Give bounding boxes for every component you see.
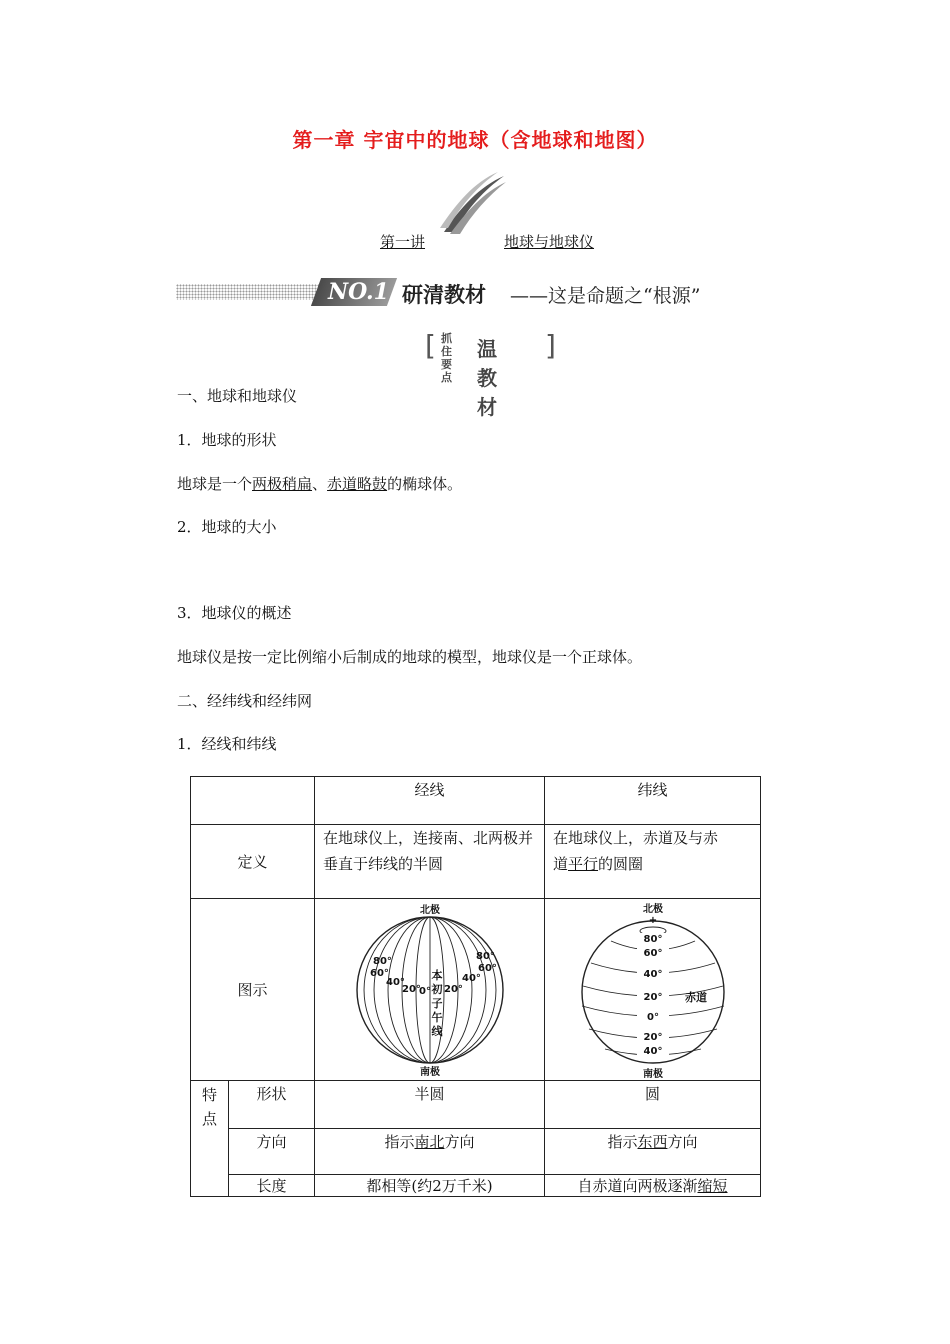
chapter-title: 第一章 宇宙中的地球（含地球和地图） xyxy=(292,128,658,152)
lat-label-40s: 40° xyxy=(643,1045,662,1057)
direction-parallel: 指示东西方向 xyxy=(545,1129,761,1175)
shape-parallel: 圆 xyxy=(545,1081,761,1129)
banner-sub-text: ——这是命题之“根源” xyxy=(510,285,701,307)
prime-meridian-char-1: 本 xyxy=(431,968,442,982)
s1-item2-heading: 2．地球的大小 xyxy=(177,518,277,536)
south-pole-label: 南极 xyxy=(419,1066,440,1078)
feature-direction-label: 方向 xyxy=(229,1129,315,1175)
table-row-direction xyxy=(191,1129,761,1175)
left-bracket-icon: [ xyxy=(425,329,436,362)
meridian-parallel-table xyxy=(190,776,761,1197)
table-corner-cell xyxy=(191,777,315,825)
parallel-diagram-cell xyxy=(545,899,761,1081)
section-banner xyxy=(176,278,776,308)
badge-big-text: 温教材 xyxy=(477,337,497,419)
col-header-parallel: 纬线 xyxy=(545,777,761,825)
lat-label-60: 60° xyxy=(643,947,662,959)
length-parallel: 自赤道向两极逐渐缩短 xyxy=(545,1175,761,1197)
lat-label-0: 0° xyxy=(646,1011,659,1023)
parallel-globe-diagram xyxy=(573,901,733,1079)
shape-meridian: 半圆 xyxy=(315,1081,545,1129)
feature-length-label: 长度 xyxy=(229,1175,315,1197)
lat-label-80: 80° xyxy=(643,933,662,945)
lecture-number: 第一讲 xyxy=(380,233,426,251)
lecture-title: 地球与地球仪 xyxy=(504,233,595,251)
s1-item1-text: 地球是一个两极稍扁、赤道略鼓的椭球体。 xyxy=(177,475,463,493)
prime-meridian-char-3: 子 xyxy=(431,996,442,1010)
lon-label-20w: 20° xyxy=(401,983,421,995)
south-pole-label: 南极 xyxy=(642,1068,663,1079)
s1-item3-heading: 3．地球仪的概述 xyxy=(177,604,292,622)
prime-meridian-char-2: 初 xyxy=(431,982,442,996)
meridian-globe-diagram xyxy=(350,901,510,1079)
lon-label-80w: 80° xyxy=(372,955,392,967)
section1-heading: 一、地球和地球仪 xyxy=(177,387,298,405)
table-header-row xyxy=(191,777,761,825)
equator-label: 赤道 xyxy=(684,990,707,1004)
north-pole-label: 北极 xyxy=(419,904,440,916)
s2-item1-heading: 1．经线和纬线 xyxy=(177,735,277,753)
length-meridian: 都相等(约2万千米) xyxy=(315,1175,545,1197)
badge-small-text: 抓住 要点 xyxy=(441,332,452,384)
section2-heading: 二、经纬线和经纬网 xyxy=(177,692,313,710)
banner-tag: NO.1 xyxy=(328,279,389,305)
north-pole-marker: + xyxy=(648,914,657,926)
north-pole-label: 北极 xyxy=(642,903,663,915)
lon-label-0: 0° xyxy=(418,985,431,997)
lon-label-20e: 20° xyxy=(443,983,463,995)
decorative-swoosh-icon xyxy=(440,172,508,236)
lon-label-60w: 60° xyxy=(369,967,389,979)
lon-label-40e: 40° xyxy=(461,972,481,984)
feature-shape-label: 形状 xyxy=(229,1081,315,1129)
row-header-definition: 定义 xyxy=(191,825,315,899)
banner-dots xyxy=(176,284,324,300)
s1-item1-heading: 1．地球的形状 xyxy=(177,431,277,449)
banner-main-text: 研清教材 xyxy=(402,283,486,307)
definition-meridian: 在地球仪上，连接南、北两极并垂直于纬线的半圆 xyxy=(315,825,545,899)
lat-label-20n: 20° xyxy=(643,991,662,1003)
lat-label-20s: 20° xyxy=(643,1031,662,1043)
right-bracket-icon: ] xyxy=(545,329,556,362)
direction-meridian: 指示南北方向 xyxy=(315,1129,545,1175)
lon-label-80e: 80° xyxy=(475,950,495,962)
prime-meridian-char-5: 线 xyxy=(431,1024,442,1038)
table-row-length xyxy=(191,1175,761,1197)
lon-label-40w: 40° xyxy=(385,976,405,988)
s1-item3-text: 地球仪是按一定比例缩小后制成的地球的模型，地球仪是一个正球体。 xyxy=(177,648,643,666)
table-row-definition xyxy=(191,825,761,899)
prime-meridian-char-4: 午 xyxy=(431,1010,442,1024)
lon-label-60e: 60° xyxy=(477,962,497,974)
meridian-diagram-cell xyxy=(315,899,545,1081)
row-header-diagram: 图示 xyxy=(191,899,315,1081)
row-header-features: 特点 xyxy=(191,1081,229,1197)
table-row-shape xyxy=(191,1081,761,1129)
definition-parallel: 在地球仪上，赤道及与赤 道平行的圆圈 xyxy=(545,825,761,899)
lat-label-40n: 40° xyxy=(643,968,662,980)
col-header-meridian: 经线 xyxy=(315,777,545,825)
table-row-diagram xyxy=(191,899,761,1081)
